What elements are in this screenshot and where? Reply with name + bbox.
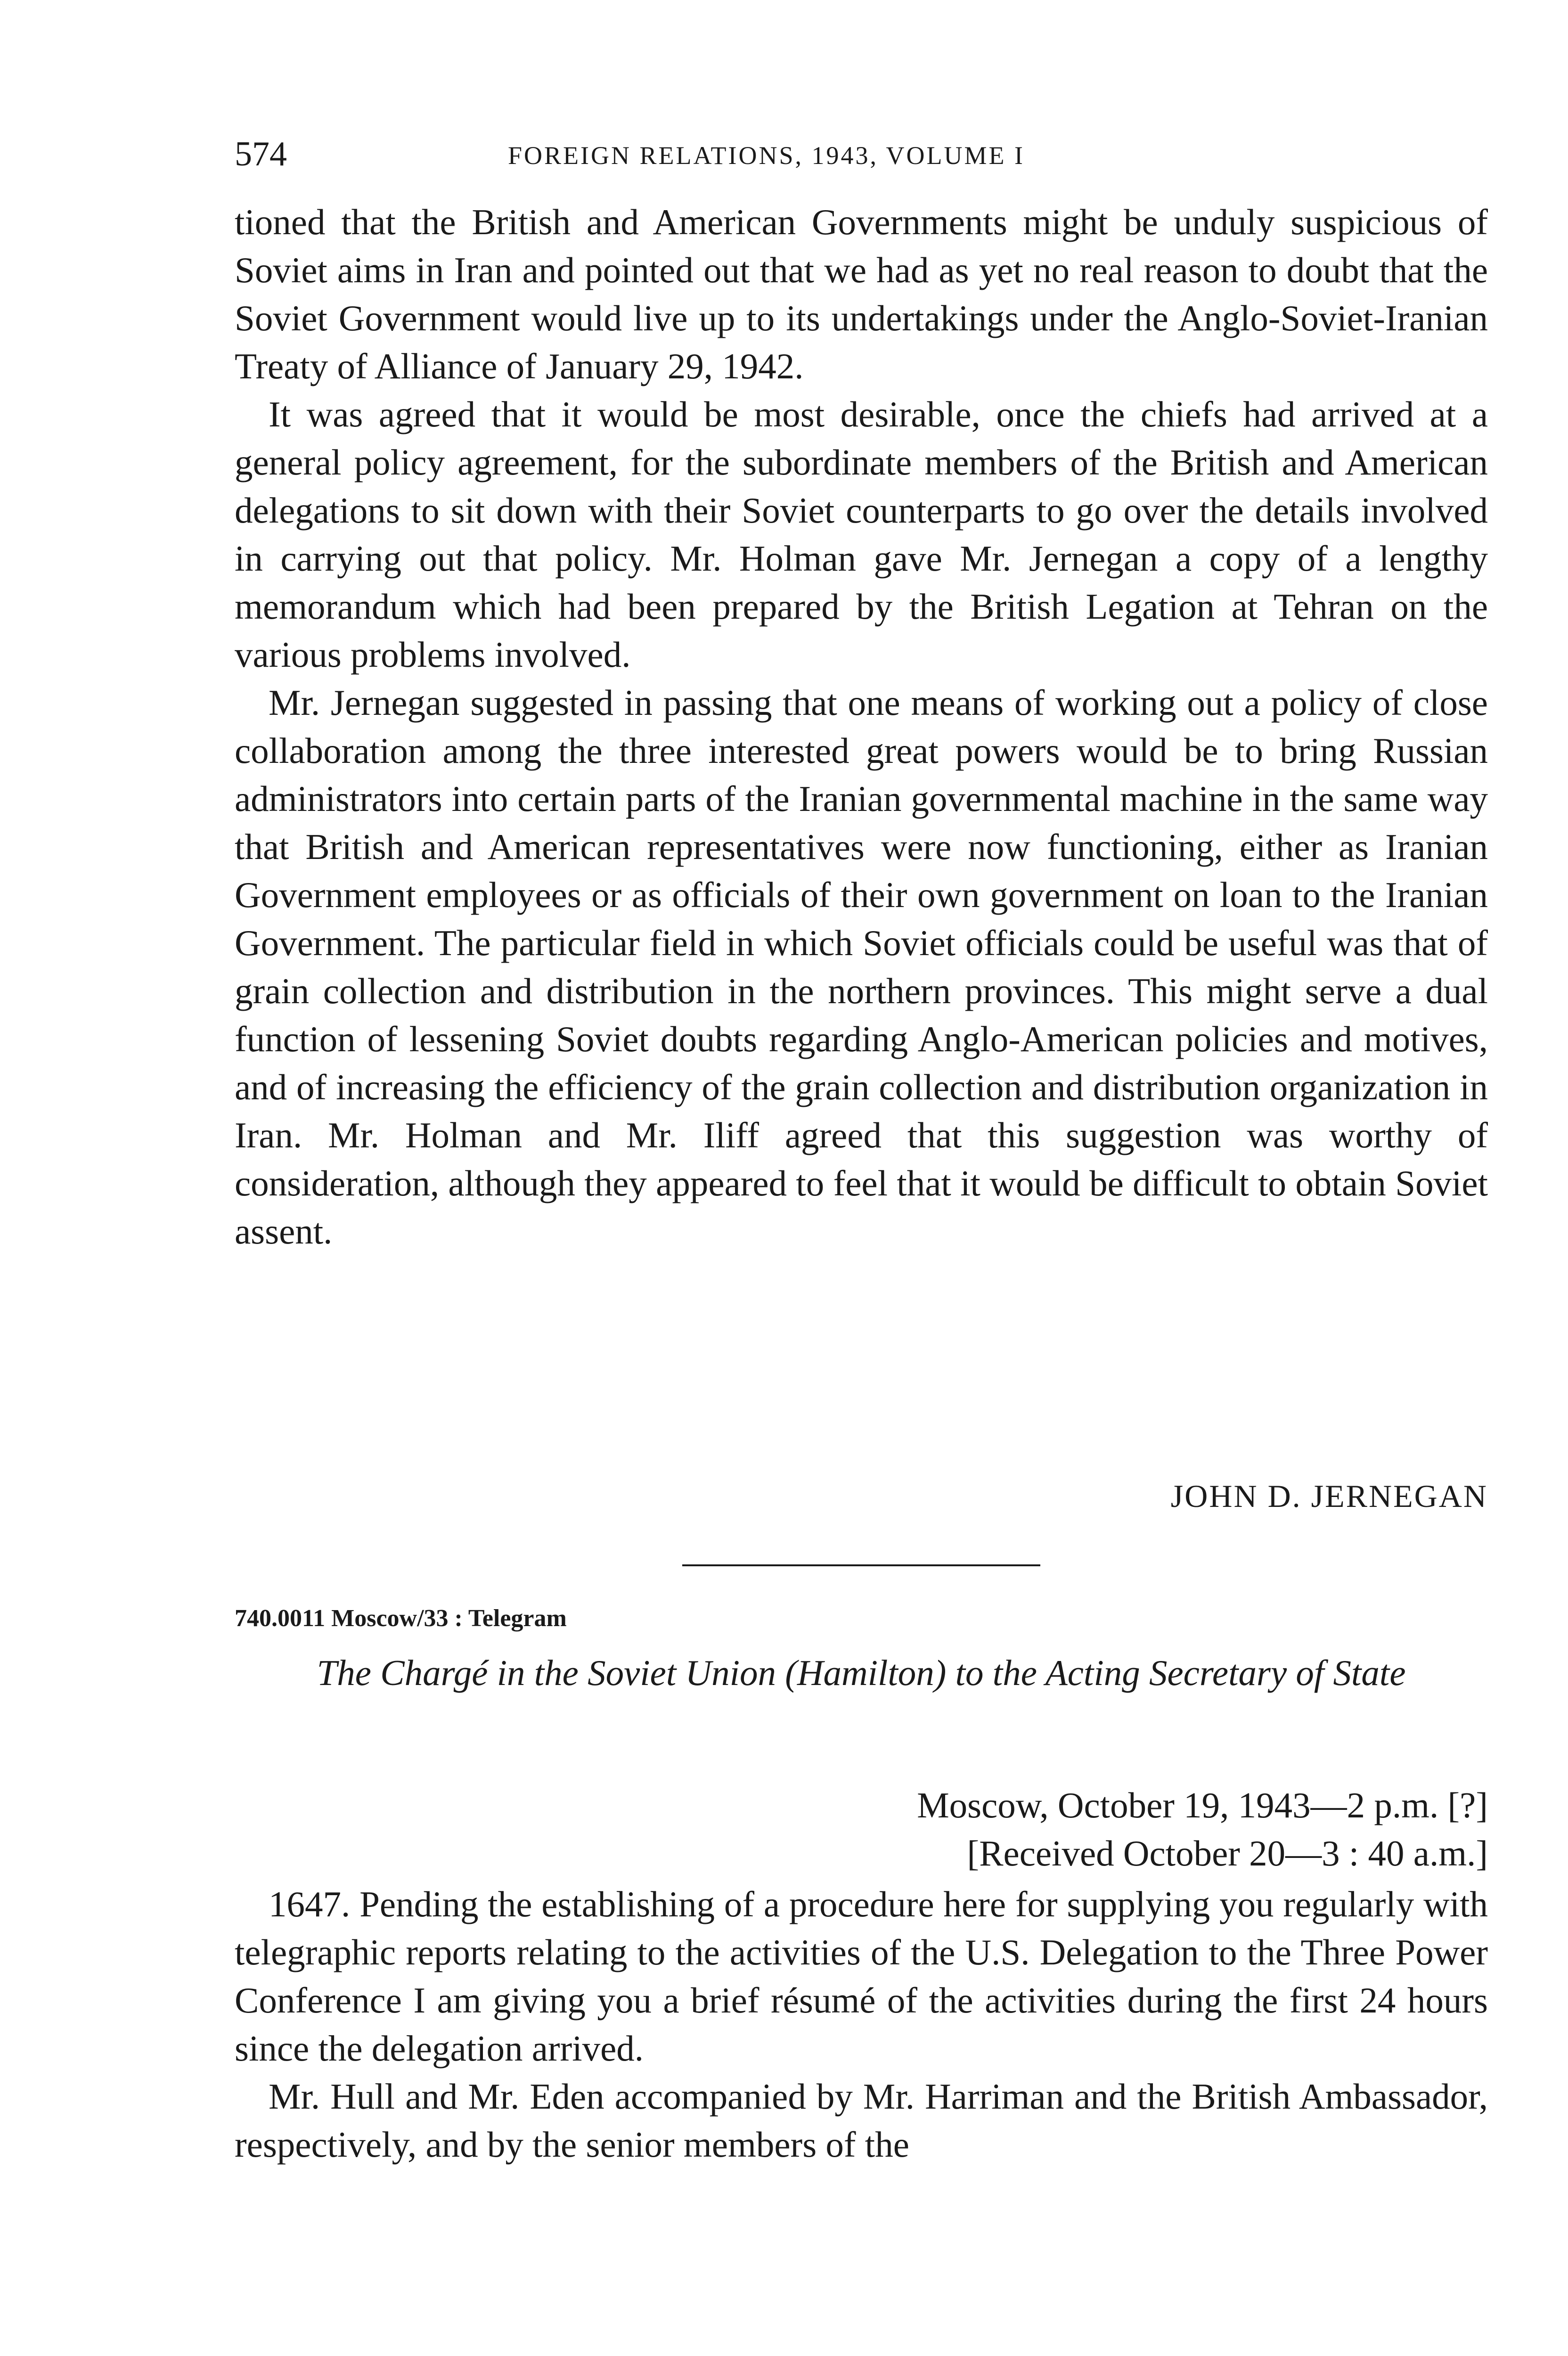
dateline — [917, 1781, 1488, 1877]
memorandum-continuation — [235, 198, 1488, 1255]
dateline-received: [Received October 20—3 : 40 a.m.] — [967, 1833, 1488, 1873]
document-title: The Chargé in the Soviet Union (Hamilton) to the Acting Secretary of State — [317, 1652, 1406, 1693]
telegram-body — [235, 1880, 1488, 2168]
running-head — [235, 133, 1488, 175]
paragraph: Mr. Hull and Mr. Eden accompanied by Mr. Harriman and the British Ambassador, respectively, and by the senior members of the — [235, 2076, 1488, 2165]
page-number: 574 — [235, 135, 287, 173]
document-page — [235, 0, 1488, 2356]
running-head-title: FOREIGN RELATIONS, 1943, VOLUME I — [508, 141, 1025, 170]
section-divider — [682, 1564, 1040, 1566]
paragraph: 1647. Pending the establishing of a procedure here for supplying you regularly with telegraphic reports relating to the activities of the U.S. Delegation to the Three Power Conference I am giving you a brief résumé of the activities during the first 24 hours since the delegation arrived. — [235, 1884, 1488, 2069]
paragraph: Mr. Jernegan suggested in passing that one means of working out a policy of close collaboration among the three interested great powers would be to bring Russian administrators into certain parts of the Iranian governmental machine in the same way that British and American representatives were now functioning, either as Iranian Government employees or as officials of their own government on loan to the Iranian Government. The particular field in which Soviet officials could be useful was that of grain collection and distribution in the northern provinces. This might serve a dual function of lessening Soviet doubts regarding Anglo-American policies and motives, and of increasing the efficiency of the grain collection and distribution organization in Iran. Mr. Holman and Mr. Iliff agreed that this suggestion was worthy of consideration, although they appeared to feel that it would be difficult to obtain Soviet assent. — [235, 682, 1488, 1252]
paragraph: tioned that the British and American Governments might be unduly suspicious of Soviet aims in Iran and pointed out that we had as yet no real reason to doubt that the Soviet Government would live up to its undertakings under the Anglo-Soviet-Iranian Treaty of Alliance of January 29, 1942. — [235, 202, 1488, 386]
signature: JOHN D. JERNEGAN — [1170, 1478, 1488, 1514]
dateline-sent: Moscow, October 19, 1943—2 p.m. [?] — [917, 1785, 1488, 1825]
file-reference: 740.0011 Moscow/33 : Telegram — [235, 1605, 567, 1632]
paragraph: It was agreed that it would be most desirable, once the chiefs had arrived at a general policy agreement, for the subordinate members of the British and American delegations to sit down with their Soviet counterparts to go over the details involved in carrying out that policy. Mr. Holman gave Mr. Jernegan a copy of a lengthy memorandum which had been prepared by the British Legation at Tehran on the various problems involved. — [235, 394, 1488, 675]
